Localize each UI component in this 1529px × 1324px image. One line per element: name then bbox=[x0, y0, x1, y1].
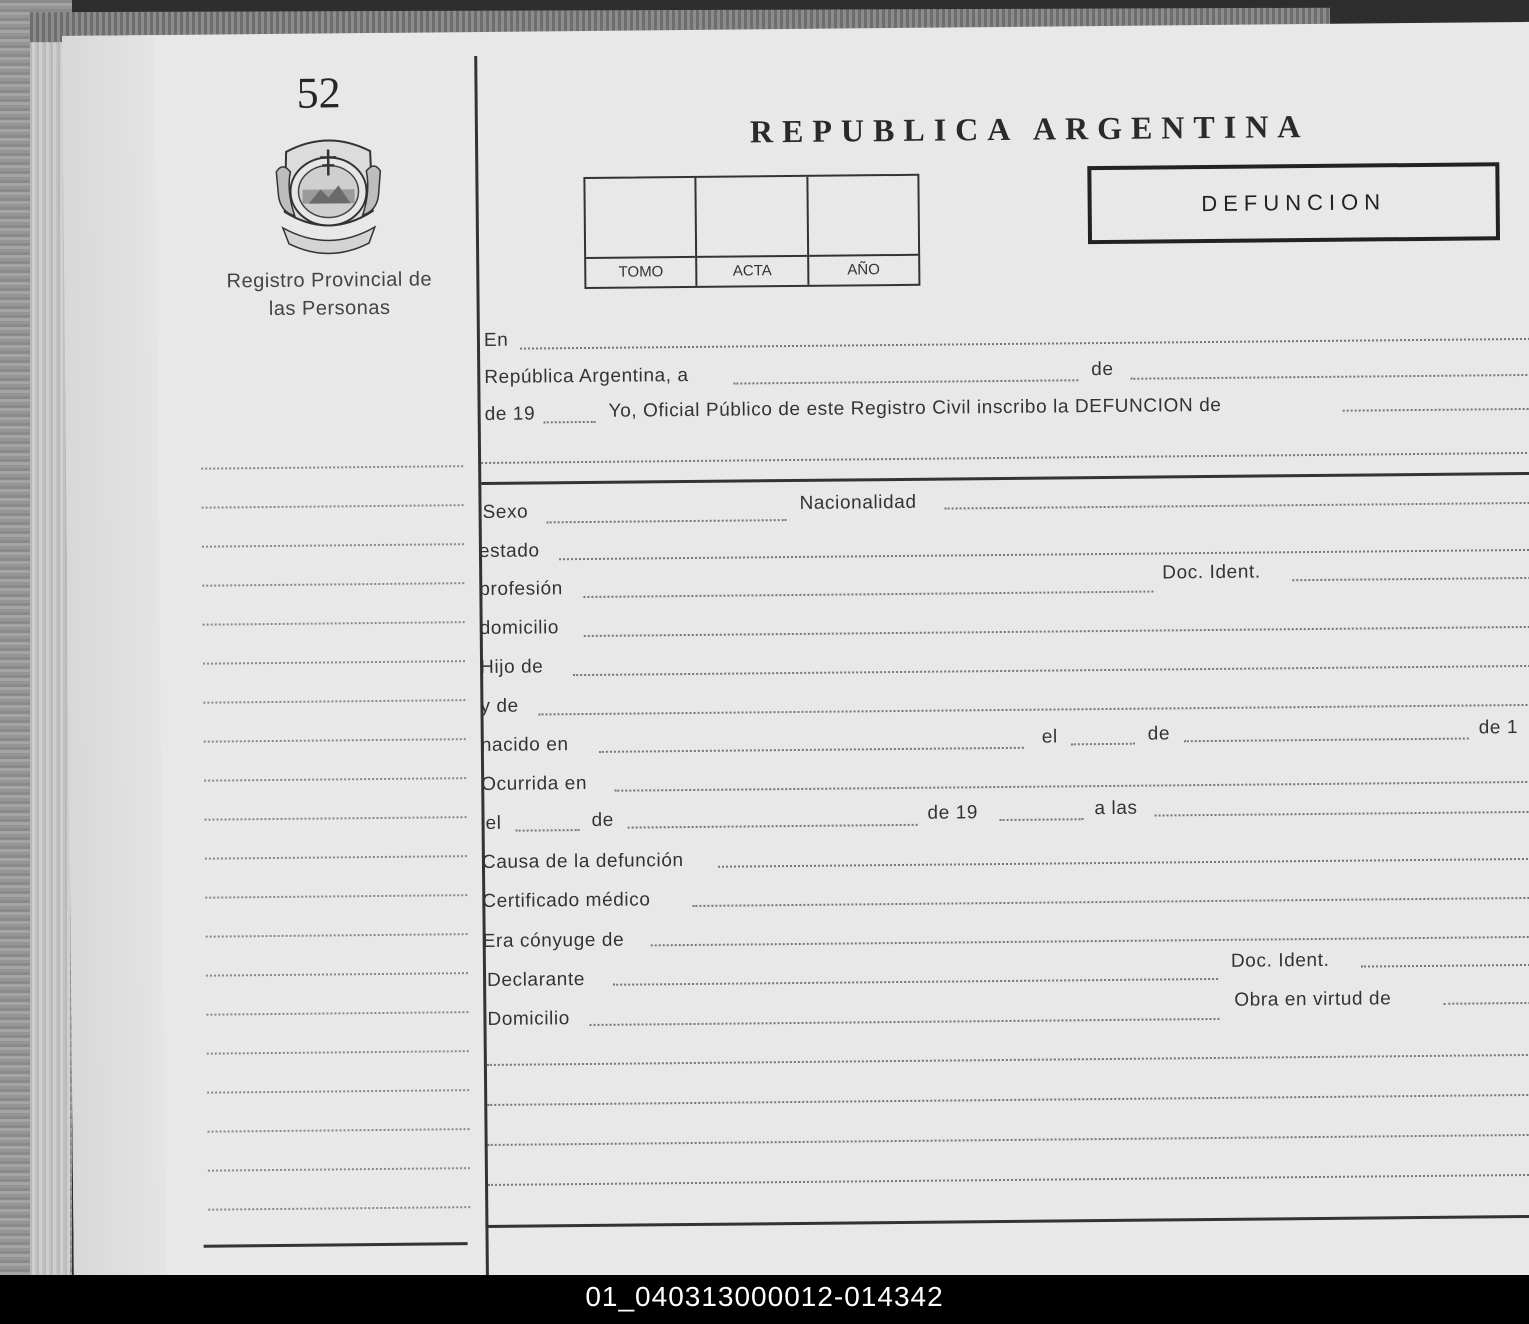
label-de-19-birth: de 1 bbox=[1478, 717, 1519, 739]
field-mother[interactable] bbox=[539, 704, 1529, 716]
label-yo: Yo, Oficial Público de este Registro Civil inscribo la DEFUNCION de bbox=[608, 394, 1222, 422]
scan-identifier: 01_040313000012-014342 bbox=[585, 1281, 944, 1312]
margin-line bbox=[203, 621, 465, 626]
label-de19-death: de 19 bbox=[927, 802, 979, 824]
margin-line bbox=[206, 933, 468, 938]
record-type-box bbox=[1087, 162, 1500, 244]
field-cause[interactable] bbox=[718, 858, 1529, 868]
record-type: DEFUNCION bbox=[1201, 189, 1387, 217]
field-death-day[interactable] bbox=[516, 829, 580, 832]
label-conyuge: Era cónyuge de bbox=[482, 929, 625, 953]
scan-footer bbox=[0, 1275, 1529, 1324]
field-declarant-address[interactable] bbox=[590, 1018, 1220, 1026]
field-year[interactable] bbox=[544, 421, 596, 423]
tomo-label: TOMO bbox=[586, 256, 696, 287]
label-de-death: de bbox=[591, 809, 614, 831]
margin-line bbox=[202, 543, 464, 548]
margin-line bbox=[206, 1011, 468, 1016]
margin-line bbox=[207, 1050, 469, 1055]
field-nacionalidad[interactable] bbox=[945, 502, 1529, 510]
coat-of-arms-icon bbox=[268, 131, 389, 256]
field-month[interactable] bbox=[1130, 374, 1529, 380]
field-death-month[interactable] bbox=[628, 824, 918, 829]
field-notes-line[interactable] bbox=[488, 1174, 1529, 1186]
field-birth-month[interactable] bbox=[1184, 738, 1469, 743]
field-birthplace[interactable] bbox=[599, 747, 1024, 753]
field-deceased-name[interactable] bbox=[1343, 408, 1529, 412]
field-father[interactable] bbox=[573, 665, 1529, 676]
margin-line bbox=[205, 855, 467, 860]
margin-line bbox=[202, 582, 464, 587]
label-domicilio-2: Domicilio bbox=[487, 1008, 571, 1030]
margin-line bbox=[204, 738, 466, 743]
field-notes-line[interactable] bbox=[487, 1054, 1529, 1066]
label-el-death: el bbox=[485, 812, 502, 834]
margin-rule bbox=[204, 1242, 468, 1248]
label-obra: Obra en virtud de bbox=[1234, 988, 1392, 1011]
page-number: 52 bbox=[296, 68, 341, 118]
record-reference-boxes bbox=[583, 174, 920, 289]
margin-line bbox=[205, 894, 467, 899]
label-nacionalidad: Nacionalidad bbox=[799, 491, 917, 514]
margin-line bbox=[207, 1089, 469, 1094]
margin-line bbox=[208, 1206, 470, 1211]
field-estado[interactable] bbox=[559, 549, 1529, 561]
field-death-time[interactable] bbox=[1155, 811, 1529, 817]
label-declarante: Declarante bbox=[486, 969, 586, 991]
field-notes-line[interactable] bbox=[488, 1134, 1529, 1146]
margin-line bbox=[205, 816, 467, 821]
section-rule bbox=[481, 472, 1529, 485]
field-declarant[interactable] bbox=[613, 978, 1218, 986]
margin-line bbox=[208, 1128, 470, 1133]
label-republica: República Argentina, a bbox=[484, 365, 689, 388]
label-de: de bbox=[1091, 358, 1114, 381]
margin-line bbox=[206, 972, 468, 977]
field-certificate[interactable] bbox=[692, 897, 1529, 907]
field-by-virtue[interactable] bbox=[1443, 1002, 1529, 1005]
field-spouse[interactable] bbox=[651, 936, 1529, 947]
field-notes-line[interactable] bbox=[487, 1094, 1529, 1106]
ano-box[interactable] bbox=[808, 176, 918, 285]
registry-sheet bbox=[62, 22, 1529, 1275]
label-profesion: profesión bbox=[479, 578, 563, 601]
tomo-box[interactable] bbox=[585, 178, 697, 287]
field-death-year[interactable] bbox=[1000, 818, 1084, 821]
country-title: REPUBLICA ARGENTINA bbox=[749, 108, 1310, 150]
field-domicilio[interactable] bbox=[584, 626, 1529, 637]
label-estado: estado bbox=[478, 540, 540, 563]
margin-line bbox=[202, 504, 464, 509]
acta-box[interactable] bbox=[697, 177, 809, 286]
bottom-rule bbox=[485, 1215, 1529, 1228]
label-domicilio: domicilio bbox=[479, 617, 560, 640]
label-nacido-en: nacido en bbox=[480, 734, 569, 757]
margin-line bbox=[204, 777, 466, 782]
label-doc-ident: Doc. Ident. bbox=[1162, 561, 1261, 584]
field-sexo[interactable] bbox=[547, 519, 787, 523]
field-birth-day[interactable] bbox=[1071, 743, 1135, 746]
margin-line bbox=[203, 699, 465, 704]
label-el: el bbox=[1041, 726, 1058, 748]
label-de19: de 19 bbox=[484, 403, 536, 425]
acta-label: ACTA bbox=[697, 255, 807, 286]
field-profesion[interactable] bbox=[583, 591, 1153, 598]
label-en: En bbox=[483, 329, 509, 351]
label-sexo: Sexo bbox=[482, 501, 529, 523]
margin-line bbox=[208, 1167, 470, 1172]
field-en[interactable] bbox=[520, 338, 1529, 350]
label-ocurrida-en: Ocurrida en bbox=[481, 772, 588, 796]
field-day[interactable] bbox=[733, 379, 1078, 384]
field-place-of-death[interactable] bbox=[614, 781, 1529, 792]
field-declarant-doc[interactable] bbox=[1361, 964, 1529, 968]
registry-name: Registro Provincial de las Personas bbox=[226, 268, 433, 321]
label-causa: Causa de la defunción bbox=[481, 850, 684, 874]
label-hijo-de: Hijo de bbox=[479, 656, 544, 679]
margin-line bbox=[201, 465, 463, 470]
margin-line bbox=[203, 660, 465, 665]
page-gutter bbox=[62, 35, 166, 1275]
label-doc-ident-2: Doc. Ident. bbox=[1230, 949, 1330, 972]
field-doc-ident[interactable] bbox=[1292, 577, 1529, 582]
ano-label: AÑO bbox=[809, 254, 919, 285]
label-de-birth: de bbox=[1147, 723, 1171, 745]
label-certificado: Certificado médico bbox=[482, 889, 651, 913]
field-continuation[interactable] bbox=[481, 452, 1529, 464]
label-y-de: y de bbox=[480, 695, 519, 718]
label-a-las: a las bbox=[1094, 797, 1138, 820]
